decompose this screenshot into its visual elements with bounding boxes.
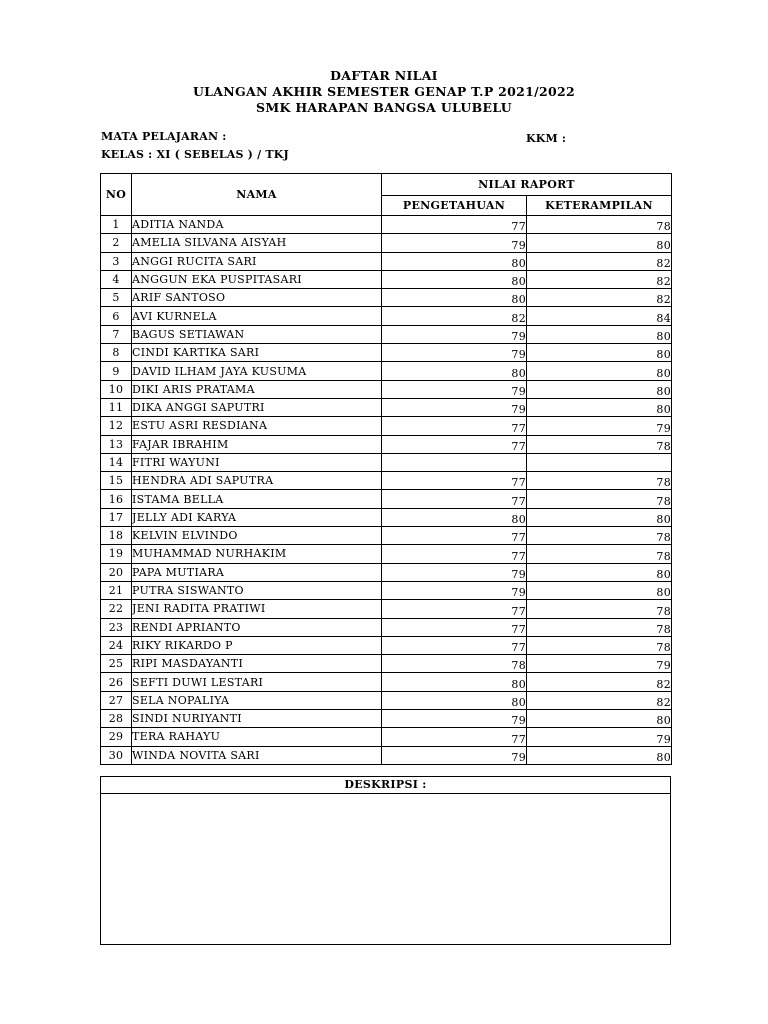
pengetahuan-score: 77 (382, 618, 527, 636)
student-name: RIKY RIKARDO P (132, 636, 382, 654)
description-label: DESKRIPSI : (101, 777, 670, 794)
student-name: PAPA MUTIARA (132, 563, 382, 581)
pengetahuan-score: 78 (382, 655, 527, 673)
student-name: JENI RADITA PRATIWI (132, 600, 382, 618)
student-name: DAVID ILHAM JAYA KUSUMA (132, 362, 382, 380)
keterampilan-score: 80 (527, 563, 672, 581)
keterampilan-score: 78 (527, 527, 672, 545)
pengetahuan-score: 79 (382, 710, 527, 728)
row-number: 29 (101, 728, 132, 746)
keterampilan-score: 78 (527, 636, 672, 654)
table-row (101, 453, 672, 471)
table-row (101, 490, 672, 508)
header-pengetahuan: PENGETAHUAN (382, 196, 527, 216)
table-row (101, 417, 672, 435)
pengetahuan-score: 79 (382, 325, 527, 343)
keterampilan-score: 80 (527, 710, 672, 728)
table-row (101, 435, 672, 453)
header-keterampilan: KETERAMPILAN (527, 196, 672, 216)
student-name: AMELIA SILVANA AISYAH (132, 234, 382, 252)
keterampilan-score (527, 453, 672, 471)
keterampilan-score: 78 (527, 216, 672, 234)
pengetahuan-score: 77 (382, 435, 527, 453)
keterampilan-score: 78 (527, 472, 672, 490)
row-number: 8 (101, 344, 132, 362)
row-number: 10 (101, 380, 132, 398)
student-name: ANGGUN EKA PUSPITASARI (132, 270, 382, 288)
student-name: DIKI ARIS PRATAMA (132, 380, 382, 398)
student-name: HENDRA ADI SAPUTRA (132, 472, 382, 490)
table-row (101, 728, 672, 746)
keterampilan-score: 80 (527, 325, 672, 343)
subject-label: MATA PELAJARAN : (101, 130, 227, 143)
row-number: 4 (101, 270, 132, 288)
table-row (101, 289, 672, 307)
row-number: 22 (101, 600, 132, 618)
student-name: AVI KURNELA (132, 307, 382, 325)
pengetahuan-score: 79 (382, 234, 527, 252)
document-title: DAFTAR NILAI (330, 68, 438, 83)
grades-table (100, 173, 672, 765)
table-row (101, 325, 672, 343)
pengetahuan-score: 79 (382, 581, 527, 599)
pengetahuan-score: 77 (382, 545, 527, 563)
table-row (101, 216, 672, 234)
table-row (101, 508, 672, 526)
pengetahuan-score (382, 453, 527, 471)
pengetahuan-score: 80 (382, 270, 527, 288)
keterampilan-score: 82 (527, 270, 672, 288)
keterampilan-score: 80 (527, 380, 672, 398)
keterampilan-score: 82 (527, 673, 672, 691)
table-row (101, 380, 672, 398)
keterampilan-score: 78 (527, 435, 672, 453)
table-row (101, 581, 672, 599)
keterampilan-score: 80 (527, 234, 672, 252)
table-row (101, 563, 672, 581)
row-number: 16 (101, 490, 132, 508)
student-name: ARIF SANTOSO (132, 289, 382, 307)
pengetahuan-score: 80 (382, 289, 527, 307)
table-row (101, 673, 672, 691)
pengetahuan-score: 79 (382, 746, 527, 764)
document-subtitle: ULANGAN AKHIR SEMESTER GENAP T.P 2021/2022 (192, 84, 576, 99)
pengetahuan-score: 77 (382, 527, 527, 545)
pengetahuan-score: 79 (382, 344, 527, 362)
table-row (101, 655, 672, 673)
row-number: 11 (101, 398, 132, 416)
keterampilan-score: 80 (527, 344, 672, 362)
header-nama: NAMA (132, 174, 382, 216)
table-row (101, 600, 672, 618)
student-name: ESTU ASRI RESDIANA (132, 417, 382, 435)
student-name: BAGUS SETIAWAN (132, 325, 382, 343)
student-name: WINDA NOVITA SARI (132, 746, 382, 764)
row-number: 21 (101, 581, 132, 599)
pengetahuan-score: 80 (382, 252, 527, 270)
row-number: 7 (101, 325, 132, 343)
row-number: 12 (101, 417, 132, 435)
keterampilan-score: 78 (527, 618, 672, 636)
pengetahuan-score: 77 (382, 600, 527, 618)
student-name: FAJAR IBRAHIM (132, 435, 382, 453)
school-name: SMK HARAPAN BANGSA ULUBELU (256, 100, 512, 115)
pengetahuan-score: 77 (382, 472, 527, 490)
row-number: 6 (101, 307, 132, 325)
row-number: 20 (101, 563, 132, 581)
row-number: 30 (101, 746, 132, 764)
student-name: DIKA ANGGI SAPUTRI (132, 398, 382, 416)
table-row (101, 270, 672, 288)
keterampilan-score: 79 (527, 728, 672, 746)
student-name: CINDI KARTIKA SARI (132, 344, 382, 362)
keterampilan-score: 80 (527, 581, 672, 599)
table-row (101, 691, 672, 709)
pengetahuan-score: 77 (382, 728, 527, 746)
pengetahuan-score: 79 (382, 563, 527, 581)
row-number: 25 (101, 655, 132, 673)
keterampilan-score: 78 (527, 600, 672, 618)
kkm-label: KKM : (526, 132, 567, 145)
table-row (101, 710, 672, 728)
student-name: PUTRA SISWANTO (132, 581, 382, 599)
student-name: KELVIN ELVINDO (132, 527, 382, 545)
row-number: 17 (101, 508, 132, 526)
keterampilan-score: 79 (527, 655, 672, 673)
pengetahuan-score: 77 (382, 417, 527, 435)
pengetahuan-score: 77 (382, 490, 527, 508)
row-number: 19 (101, 545, 132, 563)
student-name: ISTAMA BELLA (132, 490, 382, 508)
row-number: 14 (101, 453, 132, 471)
keterampilan-score: 82 (527, 289, 672, 307)
student-name: ADITIA NANDA (132, 216, 382, 234)
student-name: SINDI NURIYANTI (132, 710, 382, 728)
table-row (101, 472, 672, 490)
table-row (101, 746, 672, 764)
pengetahuan-score: 77 (382, 216, 527, 234)
row-number: 1 (101, 216, 132, 234)
student-name: RENDI APRIANTO (132, 618, 382, 636)
table-row (101, 398, 672, 416)
pengetahuan-score: 79 (382, 398, 527, 416)
keterampilan-score: 79 (527, 417, 672, 435)
table-row (101, 362, 672, 380)
student-name: RIPI MASDAYANTI (132, 655, 382, 673)
row-number: 2 (101, 234, 132, 252)
keterampilan-score: 80 (527, 398, 672, 416)
table-row (101, 618, 672, 636)
table-row (101, 545, 672, 563)
row-number: 27 (101, 691, 132, 709)
row-number: 26 (101, 673, 132, 691)
table-row (101, 636, 672, 654)
keterampilan-score: 80 (527, 362, 672, 380)
student-name: ANGGI RUCITA SARI (132, 252, 382, 270)
row-number: 3 (101, 252, 132, 270)
header-no: NO (101, 174, 132, 216)
table-row (101, 234, 672, 252)
student-name: JELLY ADI KARYA (132, 508, 382, 526)
pengetahuan-score: 80 (382, 362, 527, 380)
pengetahuan-score: 80 (382, 691, 527, 709)
keterampilan-score: 82 (527, 252, 672, 270)
pengetahuan-score: 77 (382, 636, 527, 654)
grades-body (101, 216, 672, 765)
student-name: MUHAMMAD NURHAKIM (132, 545, 382, 563)
row-number: 24 (101, 636, 132, 654)
row-number: 23 (101, 618, 132, 636)
pengetahuan-score: 80 (382, 673, 527, 691)
row-number: 13 (101, 435, 132, 453)
keterampilan-score: 80 (527, 746, 672, 764)
keterampilan-score: 78 (527, 545, 672, 563)
table-row (101, 344, 672, 362)
table-row (101, 307, 672, 325)
row-number: 15 (101, 472, 132, 490)
keterampilan-score: 82 (527, 691, 672, 709)
pengetahuan-score: 82 (382, 307, 527, 325)
keterampilan-score: 78 (527, 490, 672, 508)
table-row (101, 527, 672, 545)
student-name: FITRI WAYUNI (132, 453, 382, 471)
header-nilai-raport: NILAI RAPORT (382, 174, 672, 196)
row-number: 18 (101, 527, 132, 545)
row-number: 28 (101, 710, 132, 728)
row-number: 5 (101, 289, 132, 307)
student-name: SELA NOPALIYA (132, 691, 382, 709)
description-box (100, 776, 671, 945)
student-name: SEFTI DUWI LESTARI (132, 673, 382, 691)
table-row (101, 252, 672, 270)
class-label: KELAS : XI ( SEBELAS ) / TKJ (101, 148, 289, 161)
keterampilan-score: 84 (527, 307, 672, 325)
keterampilan-score: 80 (527, 508, 672, 526)
pengetahuan-score: 79 (382, 380, 527, 398)
row-number: 9 (101, 362, 132, 380)
pengetahuan-score: 80 (382, 508, 527, 526)
student-name: TERA RAHAYU (132, 728, 382, 746)
